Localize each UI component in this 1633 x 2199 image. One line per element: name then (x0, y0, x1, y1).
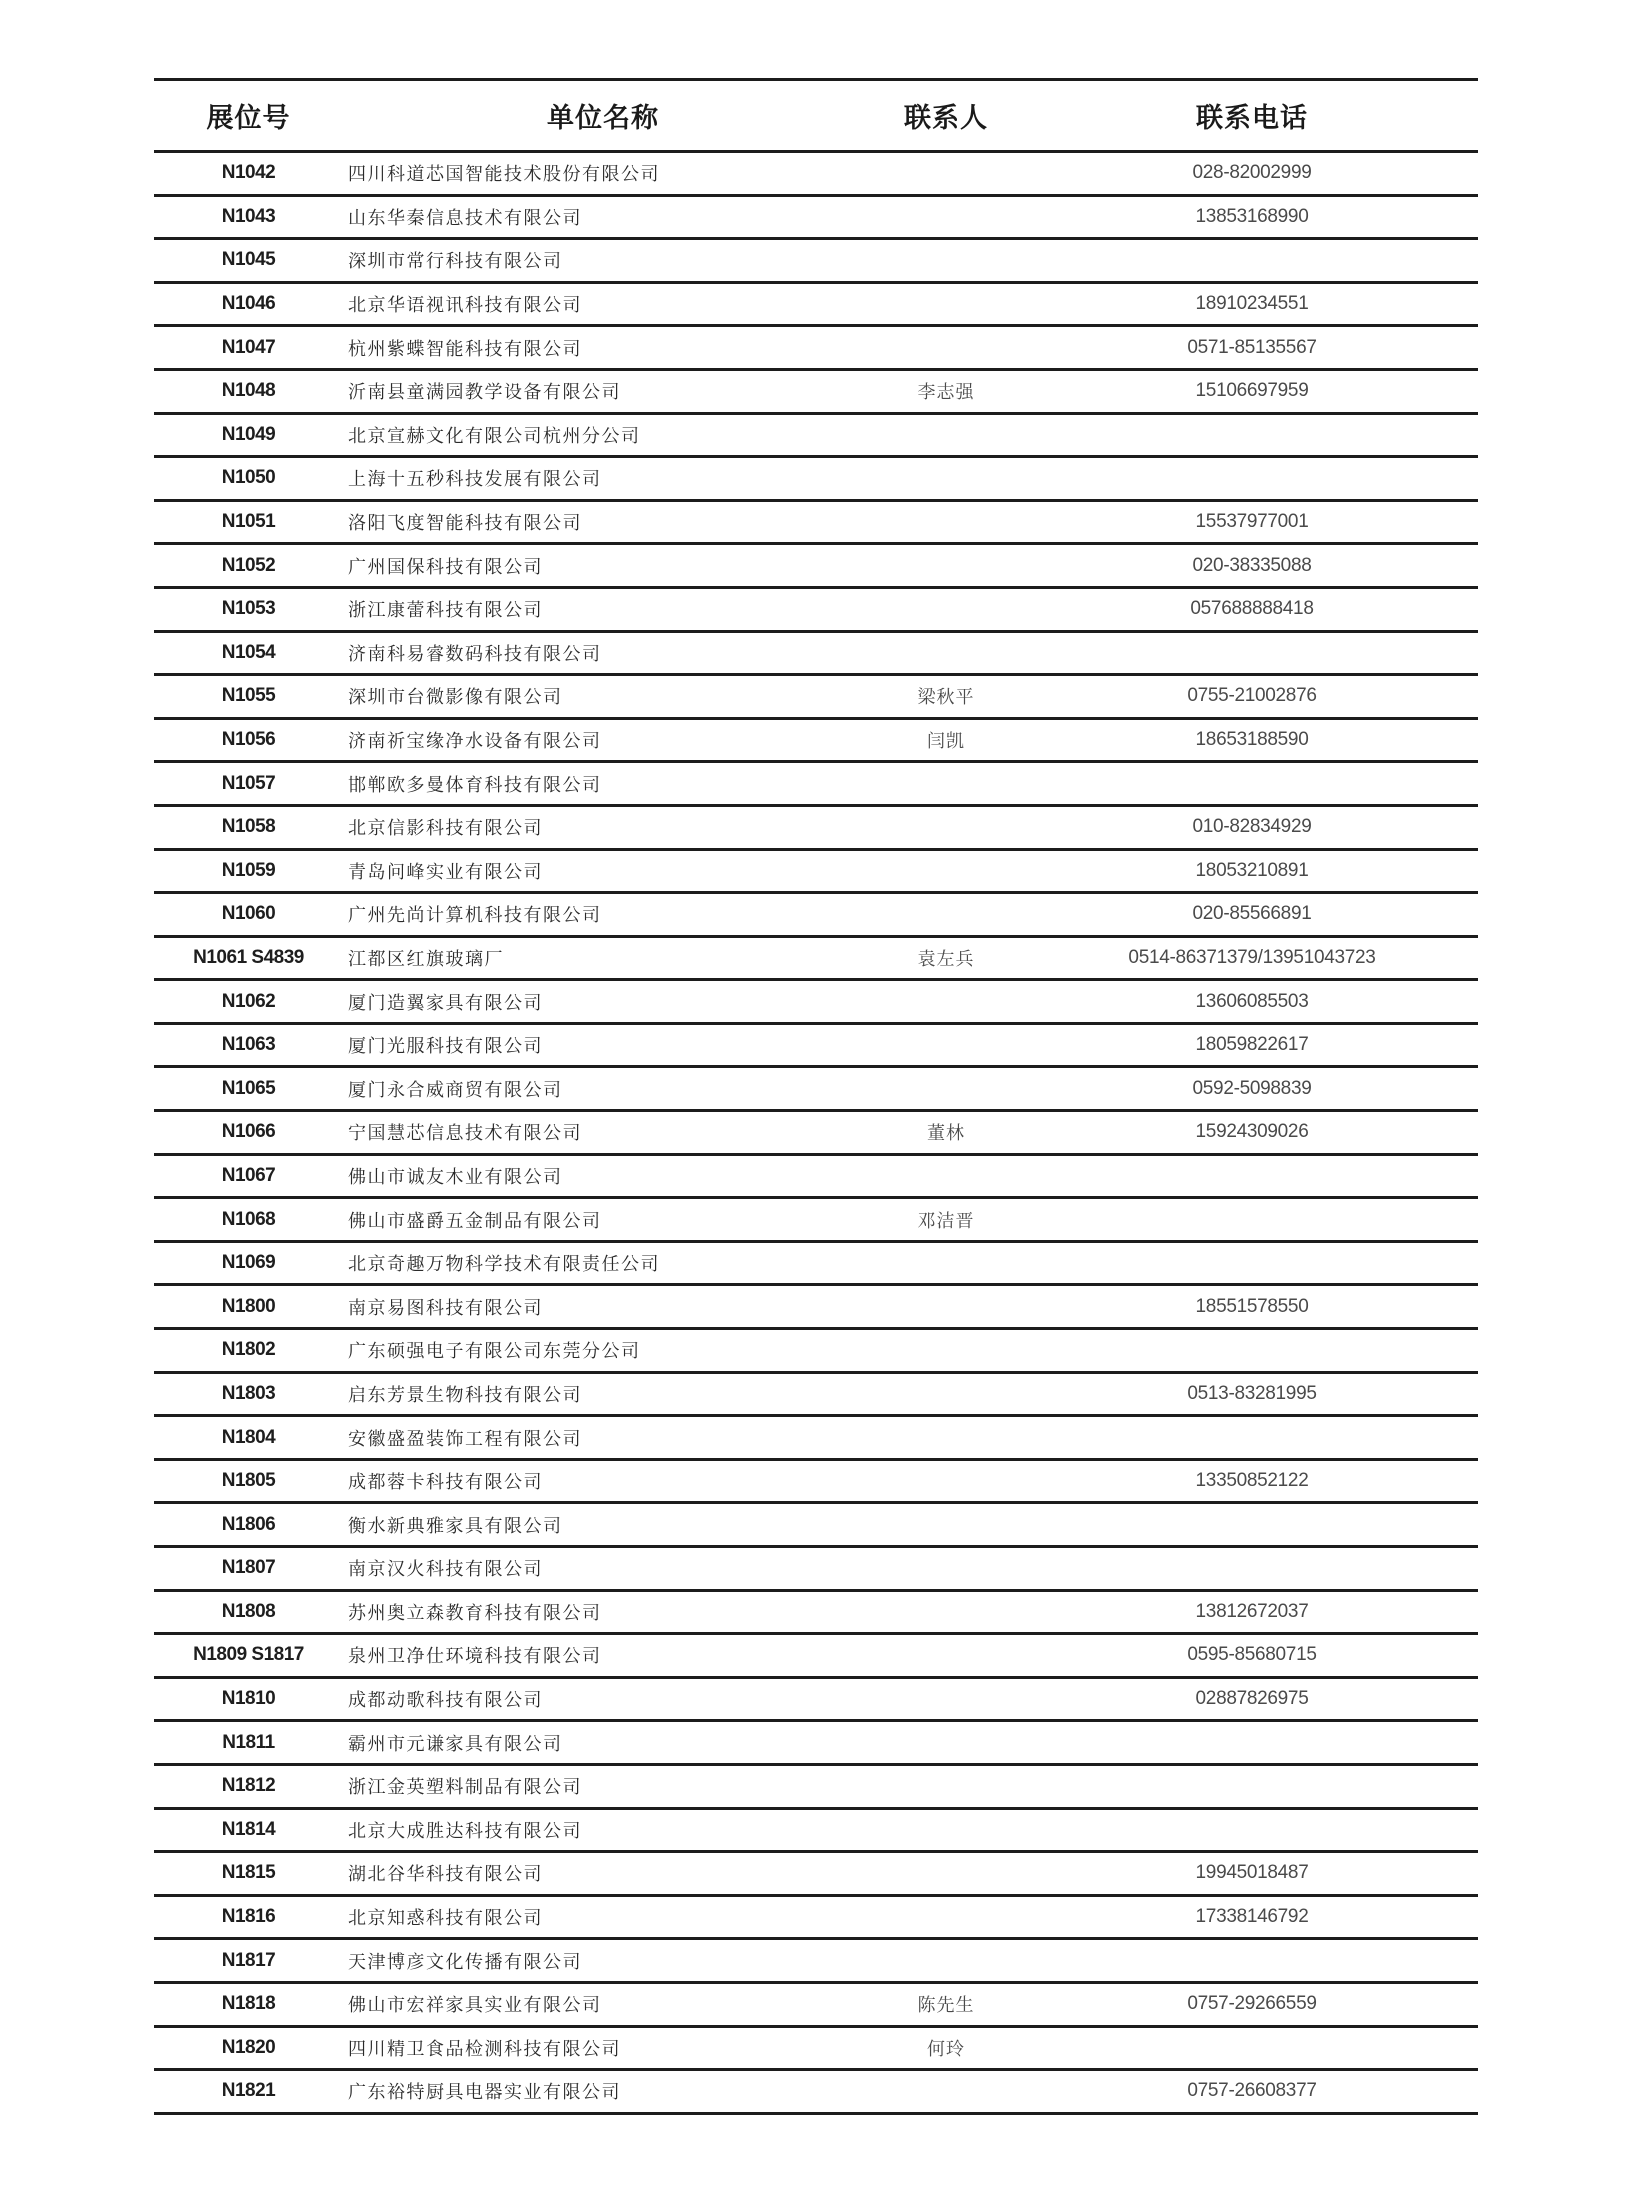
phone-cell: 13853168990 (1195, 205, 1309, 227)
table-row (154, 153, 1478, 197)
phone-cell: 0514-86371379/13951043723 (1128, 946, 1376, 968)
table-row (154, 1984, 1478, 2028)
booth-cell: N1060 (221, 903, 276, 925)
booth-cell: N1048 (221, 380, 276, 402)
header-contact: 联系人 (904, 103, 988, 134)
contact-cell: 陈先生 (917, 1995, 975, 2017)
table-row (154, 720, 1478, 764)
phone-cell: 18910234551 (1195, 293, 1309, 315)
phone-cell: 13350852122 (1195, 1470, 1309, 1492)
contact-cell: 何玲 (927, 2038, 965, 2060)
booth-cell: N1810 (221, 1688, 276, 1710)
table-row (154, 240, 1478, 284)
phone-cell: 15537977001 (1195, 511, 1309, 533)
company-name-cell: 北京华语视讯科技有限公司 (348, 295, 582, 317)
booth-cell: N1816 (221, 1906, 276, 1928)
table-row (154, 676, 1478, 720)
booth-cell: N1805 (221, 1470, 276, 1492)
company-name-cell: 杭州紫蝶智能科技有限公司 (348, 338, 582, 360)
table-row (154, 1897, 1478, 1941)
table-body (154, 153, 1478, 2115)
booth-cell: N1069 (221, 1252, 276, 1274)
booth-cell: N1063 (221, 1034, 276, 1056)
booth-cell: N1067 (221, 1164, 276, 1186)
company-name-cell: 佛山市宏祥家具实业有限公司 (348, 1995, 602, 2017)
booth-cell: N1803 (221, 1382, 276, 1404)
booth-cell: N1809 S1817 (193, 1644, 304, 1666)
phone-cell: 15924309026 (1195, 1121, 1309, 1143)
table-row (154, 545, 1478, 589)
company-name-cell: 北京奇趣万物科学技术有限责任公司 (348, 1254, 660, 1276)
phone-cell: 0595-85680715 (1187, 1644, 1317, 1666)
table-row (154, 633, 1478, 677)
booth-cell: N1815 (221, 1862, 276, 1884)
booth-cell: N1045 (221, 249, 276, 271)
booth-cell: N1059 (221, 859, 276, 881)
company-name-cell: 厦门光服科技有限公司 (348, 1036, 543, 1058)
table-row (154, 589, 1478, 633)
company-name-cell: 广州先尚计算机科技有限公司 (348, 905, 602, 927)
company-name-cell: 北京宣赫文化有限公司杭州分公司 (348, 425, 641, 447)
table-row (154, 981, 1478, 1025)
company-name-cell: 启东芳景生物科技有限公司 (348, 1384, 582, 1406)
company-name-cell: 衡水新典雅家具有限公司 (348, 1515, 563, 1537)
phone-cell: 13606085503 (1195, 990, 1309, 1012)
phone-cell: 15106697959 (1195, 380, 1309, 402)
table-header (154, 81, 1478, 153)
company-name-cell: 苏州奥立森教育科技有限公司 (348, 1602, 602, 1624)
exhibitor-table (154, 78, 1478, 2115)
company-name-cell: 佛山市诚友木业有限公司 (348, 1166, 563, 1188)
booth-cell: N1046 (221, 293, 276, 315)
table-row (154, 371, 1478, 415)
company-name-cell: 四川精卫食品检测科技有限公司 (348, 2038, 621, 2060)
company-name-cell: 广东裕特厨具电器实业有限公司 (348, 2082, 621, 2104)
company-name-cell: 洛阳飞度智能科技有限公司 (348, 513, 582, 535)
company-name-cell: 厦门永合威商贸有限公司 (348, 1079, 563, 1101)
phone-cell: 0757-29266559 (1187, 1993, 1317, 2015)
table-row (154, 502, 1478, 546)
table-row (154, 1635, 1478, 1679)
company-name-cell: 北京知惑科技有限公司 (348, 1908, 543, 1930)
booth-cell: N1804 (221, 1426, 276, 1448)
table-row (154, 458, 1478, 502)
booth-cell: N1068 (221, 1208, 276, 1230)
phone-cell: 17338146792 (1195, 1906, 1309, 1928)
company-name-cell: 邯郸欧多曼体育科技有限公司 (348, 774, 602, 796)
contact-cell: 袁左兵 (917, 948, 975, 970)
table-row (154, 1112, 1478, 1156)
phone-cell: 057688888418 (1190, 598, 1314, 620)
table-row (154, 1853, 1478, 1897)
booth-cell: N1043 (221, 205, 276, 227)
company-name-cell: 成都蓉卡科技有限公司 (348, 1472, 543, 1494)
header-company: 单位名称 (547, 103, 659, 134)
booth-cell: N1057 (221, 772, 276, 794)
table-row (154, 763, 1478, 807)
company-name-cell: 济南祈宝缘净水设备有限公司 (348, 731, 602, 753)
table-row (154, 1679, 1478, 1723)
table-row (154, 1810, 1478, 1854)
company-name-cell: 沂南县童满园教学设备有限公司 (348, 382, 621, 404)
booth-cell: N1058 (221, 816, 276, 838)
booth-cell: N1066 (221, 1121, 276, 1143)
table-row (154, 1592, 1478, 1636)
booth-cell: N1052 (221, 554, 276, 576)
company-name-cell: 泉州卫净仕环境科技有限公司 (348, 1646, 602, 1668)
phone-cell: 18053210891 (1195, 859, 1309, 881)
company-name-cell: 佛山市盛爵五金制品有限公司 (348, 1210, 602, 1232)
booth-cell: N1050 (221, 467, 276, 489)
table-row (154, 938, 1478, 982)
table-row (154, 1156, 1478, 1200)
table-row (154, 807, 1478, 851)
table-row (154, 1940, 1478, 1984)
table-row (154, 894, 1478, 938)
booth-cell: N1818 (221, 1993, 276, 2015)
table-row (154, 851, 1478, 895)
table-row (154, 197, 1478, 241)
booth-cell: N1821 (221, 2080, 276, 2102)
phone-cell: 18653188590 (1195, 729, 1309, 751)
company-name-cell: 深圳市常行科技有限公司 (348, 251, 563, 273)
phone-cell: 13812672037 (1195, 1600, 1309, 1622)
table-row (154, 1461, 1478, 1505)
company-name-cell: 浙江金英塑料制品有限公司 (348, 1777, 582, 1799)
booth-cell: N1049 (221, 423, 276, 445)
booth-cell: N1817 (221, 1949, 276, 1971)
company-name-cell: 广州国保科技有限公司 (348, 556, 543, 578)
company-name-cell: 江都区红旗玻璃厂 (348, 948, 504, 970)
table-row (154, 1068, 1478, 1112)
booth-cell: N1806 (221, 1513, 276, 1535)
company-name-cell: 上海十五秒科技发展有限公司 (348, 469, 602, 491)
phone-cell: 0757-26608377 (1187, 2080, 1317, 2102)
phone-cell: 18551578550 (1195, 1295, 1309, 1317)
booth-cell: N1056 (221, 729, 276, 751)
company-name-cell: 深圳市台微影像有限公司 (348, 687, 563, 709)
booth-cell: N1811 (222, 1731, 275, 1753)
table-row (154, 1330, 1478, 1374)
phone-cell: 0755-21002876 (1187, 685, 1317, 707)
booth-cell: N1047 (221, 336, 276, 358)
table-row (154, 2028, 1478, 2072)
table-row (154, 327, 1478, 371)
contact-cell: 邓洁晋 (917, 1210, 975, 1232)
company-name-cell: 北京大成胜达科技有限公司 (348, 1820, 582, 1842)
table-row (154, 1286, 1478, 1330)
booth-cell: N1054 (221, 641, 276, 663)
phone-cell: 010-82834929 (1192, 816, 1312, 838)
booth-cell: N1802 (221, 1339, 276, 1361)
booth-cell: N1055 (221, 685, 276, 707)
contact-cell: 董林 (927, 1123, 965, 1145)
phone-cell: 020-85566891 (1192, 903, 1312, 925)
booth-cell: N1800 (221, 1295, 276, 1317)
booth-cell: N1051 (221, 511, 276, 533)
company-name-cell: 济南科易睿数码科技有限公司 (348, 643, 602, 665)
company-name-cell: 天津博彦文化传播有限公司 (348, 1951, 582, 1973)
table-row (154, 1504, 1478, 1548)
table-row (154, 284, 1478, 328)
booth-cell: N1065 (221, 1077, 276, 1099)
phone-cell: 028-82002999 (1192, 162, 1312, 184)
booth-cell: N1053 (221, 598, 276, 620)
company-name-cell: 成都动歌科技有限公司 (348, 1690, 543, 1712)
company-name-cell: 宁国慧芯信息技术有限公司 (348, 1123, 582, 1145)
company-name-cell: 北京信影科技有限公司 (348, 818, 543, 840)
phone-cell: 19945018487 (1195, 1862, 1309, 1884)
header-phone: 联系电话 (1196, 103, 1308, 134)
phone-cell: 020-38335088 (1192, 554, 1312, 576)
booth-cell: N1062 (221, 990, 276, 1012)
phone-cell: 02887826975 (1195, 1688, 1309, 1710)
booth-cell: N1061 S4839 (193, 946, 304, 968)
company-name-cell: 安徽盛盈装饰工程有限公司 (348, 1428, 582, 1450)
company-name-cell: 广东硕强电子有限公司东莞分公司 (348, 1341, 641, 1363)
booth-cell: N1808 (221, 1600, 276, 1622)
header-booth: 展位号 (206, 103, 291, 134)
phone-cell: 0513-83281995 (1187, 1382, 1317, 1404)
company-name-cell: 厦门造翼家具有限公司 (348, 992, 543, 1014)
company-name-cell: 霸州市元谦家具有限公司 (348, 1733, 563, 1755)
contact-cell: 梁秋平 (917, 687, 975, 709)
table-row (154, 1548, 1478, 1592)
company-name-cell: 湖北谷华科技有限公司 (348, 1864, 543, 1886)
table-row (154, 2071, 1478, 2115)
table-row (154, 1199, 1478, 1243)
table-row (154, 1243, 1478, 1287)
company-name-cell: 南京汉火科技有限公司 (348, 1559, 543, 1581)
company-name-cell: 青岛问峰实业有限公司 (348, 861, 543, 883)
company-name-cell: 浙江康蕾科技有限公司 (348, 600, 543, 622)
table-row (154, 415, 1478, 459)
phone-cell: 0571-85135567 (1187, 336, 1317, 358)
booth-cell: N1820 (221, 2036, 276, 2058)
company-name-cell: 南京易图科技有限公司 (348, 1297, 543, 1319)
booth-cell: N1807 (221, 1557, 276, 1579)
contact-cell: 闫凯 (927, 731, 965, 753)
phone-cell: 18059822617 (1195, 1034, 1309, 1056)
company-name-cell: 山东华秦信息技术有限公司 (348, 207, 582, 229)
company-name-cell: 四川科道芯国智能技术股份有限公司 (348, 164, 660, 186)
table-row (154, 1417, 1478, 1461)
phone-cell: 0592-5098839 (1192, 1077, 1312, 1099)
table-row (154, 1374, 1478, 1418)
table-row (154, 1722, 1478, 1766)
booth-cell: N1812 (221, 1775, 276, 1797)
booth-cell: N1814 (221, 1818, 276, 1840)
table-row (154, 1766, 1478, 1810)
table-row (154, 1025, 1478, 1069)
booth-cell: N1042 (221, 162, 276, 184)
contact-cell: 李志强 (917, 382, 975, 404)
